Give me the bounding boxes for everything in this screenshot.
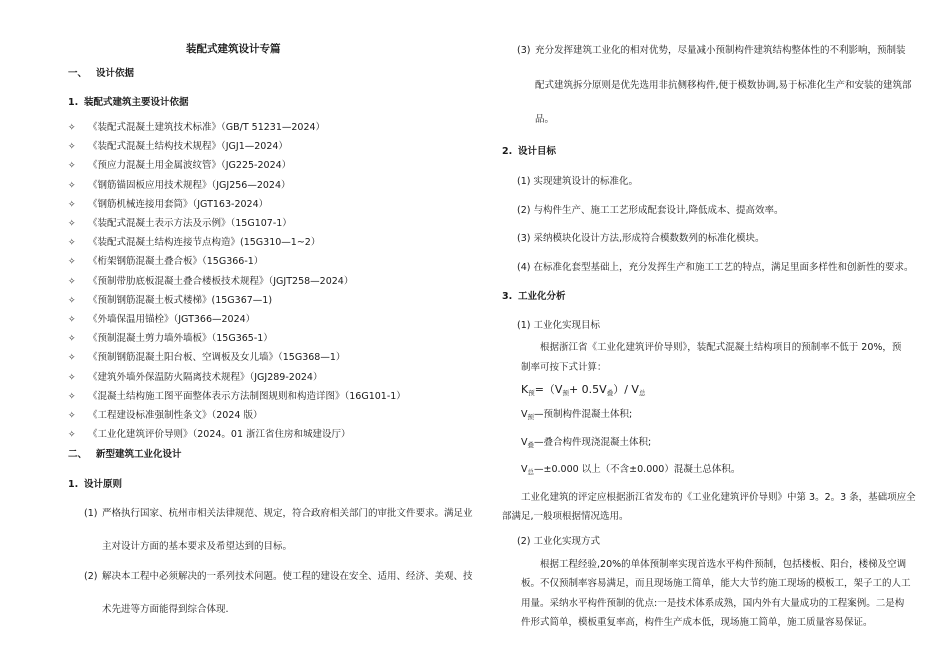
analysis-label: (2) 工业化实现方式 xyxy=(517,536,600,547)
section-number: 一、 xyxy=(68,68,88,79)
list-item xyxy=(68,256,263,268)
list-item xyxy=(68,199,268,211)
principle-text: 充分发挥建筑工业化的相对优势，尽量减小预制构件建筑结构整体性的不利影响，预制装 xyxy=(535,45,906,56)
analysis-text: 根据工程经验,20%的单体预制率实现首选水平构件预制，包括楼板、阳台，楼梯及空调 xyxy=(540,559,907,570)
principle-text: 品。 xyxy=(535,114,555,125)
analysis-text: 用量。采纳水平构件预制的优点:一是技术体系成熟，国内外有大量成功的工程案例。二是构 xyxy=(521,598,905,609)
standard-title: 《装配式混凝土结构技术规程》（JGJ1—2024） xyxy=(88,141,288,152)
list-item xyxy=(68,141,288,153)
subsection-heading: 设计目标 xyxy=(518,146,557,157)
list-item xyxy=(68,429,351,441)
standard-title: 《装配式混凝土结构连接节点构造》(15G310—1~2） xyxy=(88,237,321,248)
subsection-heading: 装配式建筑主要设计依据 xyxy=(84,97,189,108)
diamond-bullet-icon: ✧ xyxy=(68,123,76,133)
diamond-bullet-icon: ✧ xyxy=(68,277,76,287)
standard-title: 《预制混凝土剪力墙外墙板》（15G365-1） xyxy=(88,333,273,344)
standard-title: 《工程建设标准强制性条文》（2024 版） xyxy=(88,410,263,421)
list-item xyxy=(68,276,353,288)
list-item xyxy=(68,295,272,307)
list-item xyxy=(68,333,273,345)
standard-title: 《装配式混凝土建筑技术标准》（GB/T 51231—2024） xyxy=(88,122,326,133)
standard-title: 《钢筋锚固板应用技术规程》（JGJ256—2024） xyxy=(88,180,291,191)
standard-title: 《桁架钢筋混凝土叠合板》（15G366-1） xyxy=(88,256,264,267)
analysis-text: 制率可按下式计算： xyxy=(521,362,607,373)
principle-label: (2) xyxy=(84,571,98,582)
list-item xyxy=(68,352,345,364)
principle-text: 配式建筑拆分原则是优先选用非抗侧移构件,便于模数协调,易于标准化生产和安装的建筑部 xyxy=(535,80,912,91)
list-item xyxy=(68,372,322,384)
diamond-bullet-icon: ✧ xyxy=(68,392,76,402)
section-heading: 设计依据 xyxy=(96,68,135,79)
list-item xyxy=(68,314,255,326)
diamond-bullet-icon: ✧ xyxy=(68,161,76,171)
diamond-bullet-icon: ✧ xyxy=(68,296,76,306)
subsection-number: 1. xyxy=(68,97,79,108)
diamond-bullet-icon: ✧ xyxy=(68,219,76,229)
diamond-bullet-icon: ✧ xyxy=(68,373,76,383)
diamond-bullet-icon: ✧ xyxy=(68,257,76,267)
subsection-number: 2. xyxy=(502,146,513,157)
standard-title: 《预制带肋底板混凝土叠合楼板技术规程》（JGJT258—2024） xyxy=(88,276,354,287)
document-title: 装配式建筑设计专篇 xyxy=(186,43,281,55)
goal-item: (1) 实现建筑设计的标准化。 xyxy=(517,176,638,187)
list-item xyxy=(68,410,262,422)
analysis-label: (1) 工业化实现目标 xyxy=(517,320,600,331)
principle-text: 解决本工程中必须解决的一系列技术问题。使工程的建设在安全、适用、经济、美观、技 xyxy=(102,571,473,582)
diamond-bullet-icon: ✧ xyxy=(68,353,76,363)
standard-title: 《建筑外墙外保温防火隔离技术规程》（JGJ289-2024） xyxy=(88,372,323,383)
diamond-bullet-icon: ✧ xyxy=(68,315,76,325)
goal-item: (2) 与构件生产、施工工艺形成配套设计,降低成本、提高效率。 xyxy=(517,205,784,216)
diamond-bullet-icon: ✧ xyxy=(68,430,76,440)
analysis-text: 根据浙江省《工业化建筑评价导则》，装配式混凝土结构项目的预制率不低于 20%，预 xyxy=(540,342,902,353)
list-item xyxy=(68,122,325,134)
principle-text: 术先进等方面能得到综合体现. xyxy=(102,604,229,615)
list-item xyxy=(68,218,292,230)
standard-title: 《工业化建筑评价导则》（2024。01 浙江省住房和城建设厅） xyxy=(88,429,351,440)
principle-text: 主对设计方面的基本要求及希望达到的目标。 xyxy=(102,541,293,552)
subsection-number: 1. xyxy=(68,479,79,490)
standard-title: 《外墙保温用锚栓》（JGT366—2024） xyxy=(88,314,256,325)
list-item xyxy=(68,160,291,172)
subsection-heading: 设计原则 xyxy=(84,479,123,490)
analysis-text: 件形式简单，模板重复率高，构件生产成本低，现场施工简单，施工质量容易保证。 xyxy=(521,617,873,628)
diamond-bullet-icon: ✧ xyxy=(68,142,76,152)
goal-item: (4) 在标准化套型基础上，充分发挥生产和施工工艺的特点，满足里面多样性和创新性的要求。 xyxy=(517,262,914,273)
section-number: 二、 xyxy=(68,449,88,460)
principle-label: (3) xyxy=(517,45,531,56)
principle-label: (1) xyxy=(84,508,98,519)
section-heading: 新型建筑工业化设计 xyxy=(96,449,182,460)
diamond-bullet-icon: ✧ xyxy=(68,181,76,191)
standard-title: 《预应力混凝土用金属波纹管》（JG225-2024） xyxy=(88,160,292,171)
diamond-bullet-icon: ✧ xyxy=(68,200,76,210)
prefab-rate-formula: K预=（V预+ 0.5V叠）/ V总 xyxy=(521,383,646,397)
standard-title: 《预制钢筋混凝土阳台板、空调板及女儿墙》（15G368—1） xyxy=(88,352,346,363)
analysis-text: 部满足,一般项根据情况选用。 xyxy=(502,511,629,522)
variable-definition: $V_预—$预制构件混凝土体积; xyxy=(521,409,633,421)
analysis-text: 板。不仅预制率容易满足，而且现场施工简单，能大大节约施工现场的模板工，架子工的人工 xyxy=(521,578,911,589)
subsection-heading: 工业化分析 xyxy=(518,291,566,302)
standard-title: 《装配式混凝土表示方法及示例》（15G107-1） xyxy=(88,218,292,229)
goal-item: (3) 采纳模块化设计方法,形成符合模数数列的标准化模块。 xyxy=(517,233,765,244)
analysis-text: 工业化建筑的评定应根据浙江省发布的《工业化建筑评价导则》中第 3。2。3 条，基础项应全 xyxy=(521,492,916,503)
subsection-number: 3. xyxy=(502,291,513,302)
variable-definition: $V_叠—$叠合构件现浇混凝土体积; xyxy=(521,437,652,449)
principle-text: 严格执行国家、杭州市相关法律规范、规定，符合政府相关部门的审批文件要求。满足业 xyxy=(102,508,473,519)
list-item xyxy=(68,391,406,403)
variable-definition: $V_总—\pm 0.000$ 以上（不含±0.000）混凝土总体积。 xyxy=(521,464,741,476)
list-item xyxy=(68,237,320,249)
standard-title: 《预制钢筋混凝土板式楼梯》(15G367—1) xyxy=(88,295,273,306)
standard-title: 《混凝土结构施工图平面整体表示方法制图规则和构造详图》（16G101-1） xyxy=(88,391,406,402)
diamond-bullet-icon: ✧ xyxy=(68,334,76,344)
standard-title: 《钢筋机械连接用套筒》（JGT163-2024） xyxy=(88,199,269,210)
diamond-bullet-icon: ✧ xyxy=(68,238,76,248)
diamond-bullet-icon: ✧ xyxy=(68,411,76,421)
list-item xyxy=(68,180,291,192)
